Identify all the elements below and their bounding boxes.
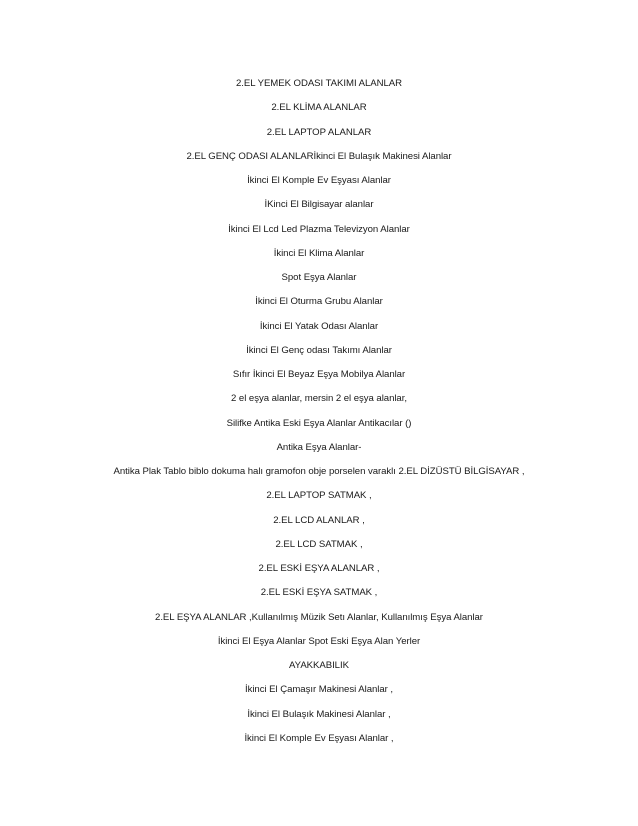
text-line: 2.EL ESKİ EŞYA ALANLAR , — [258, 563, 380, 574]
text-line: AYAKKABILIK — [289, 660, 349, 671]
text-line: İkinci El Çamaşır Makinesi Alanlar , — [244, 684, 394, 696]
text-line: İkinci El Klima Alanlar — [273, 247, 365, 259]
text-line: 2.EL KLİMA ALANLAR — [271, 102, 367, 114]
text-line: İkinci El Lcd Led Plazma Televizyon Alanlar — [228, 223, 410, 235]
text-line: İkinci El Genç odası Takımı Alanlar — [246, 344, 392, 356]
text-line: İkinci El Yatak Odası Alanlar — [259, 320, 379, 332]
text-line: 2.EL GENÇ ODASI ALANLARİkinci El Bulaşık Makinesi Alanlar — [186, 150, 452, 162]
text-line: İkinci El Komple Ev Eşyası Alanlar , — [244, 732, 394, 744]
text-line: 2.EL LCD SATMAK , — [275, 538, 363, 550]
text-line: 2.EL ESKİ EŞYA SATMAK , — [260, 587, 378, 599]
text-line: İkinci El Komple Ev Eşyası Alanlar — [247, 175, 391, 186]
text-line: İkinci El Bulaşık Makinesi Alanlar , — [247, 708, 391, 720]
text-line: Silifke Antika Eski Eşya Alanlar Antikacılar () — [226, 417, 412, 429]
text-line: İkinci El Oturma Grubu Alanlar — [255, 296, 383, 308]
text-line: 2.EL YEMEK ODASI TAKIMI ALANLAR — [235, 78, 403, 89]
text-line: Spot Eşya Alanlar — [281, 272, 357, 283]
text-line: 2 el eşya alanlar, mersin 2 el eşya alanlar, — [231, 393, 407, 405]
text-line: Antika Eşya Alanlar- — [276, 441, 362, 453]
text-line: 2.EL EŞYA ALANLAR ,Kullanılmış Müzik Setı Alanlar, Kullanılmış Eşya Alanlar — [155, 611, 483, 623]
text-line: 2.EL LCD ALANLAR , — [273, 514, 365, 526]
text-line: İKinci El Bilgisayar alanlar — [264, 199, 374, 211]
text-line: Antika Plak Tablo biblo dokuma halı gramofon obje porselen varaklı 2.EL DİZÜSTÜ BİLGİSAYAR , — [113, 466, 525, 477]
text-line: 2.EL LAPTOP ALANLAR — [266, 126, 372, 138]
text-line: 2.EL LAPTOP SATMAK , — [266, 490, 372, 502]
text-line: İkinci El Eşya Alanlar Spot Eski Eşya Alan Yerler — [217, 635, 421, 647]
text-line: Sıfır İkinci El Beyaz Eşya Mobilya Alanlar — [232, 369, 406, 380]
text-lines — [40, 72, 598, 751]
